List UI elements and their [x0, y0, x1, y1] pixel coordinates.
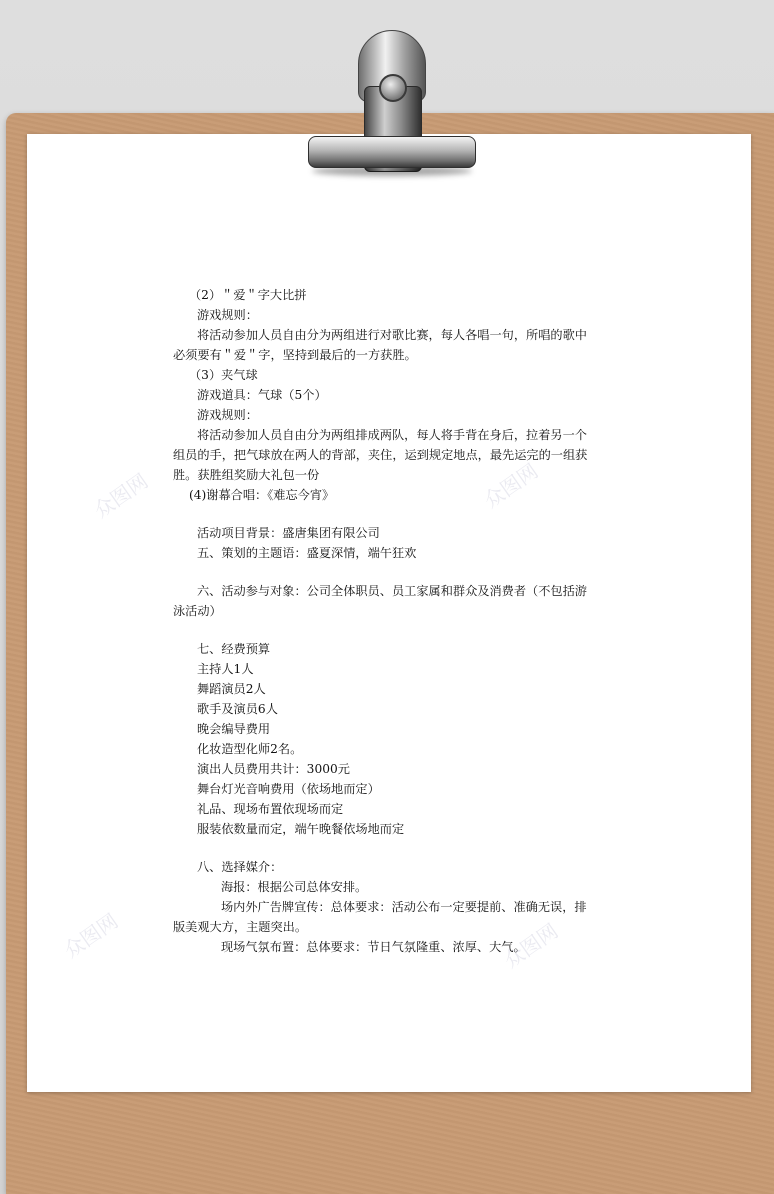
section-heading: (4)谢幕合唱：《难忘今宵》: [189, 488, 335, 502]
section-heading: （2）＂爱＂字大比拼: [189, 288, 307, 302]
watermark: 众图网: [499, 918, 563, 973]
budget-item: 服装依数量而定，端午晚餐依场地而定: [197, 822, 405, 836]
clip-rivet: [379, 74, 407, 102]
spacer: [173, 839, 603, 857]
paragraph-line: 将活动参加人员自由分为两组排成两队，每人将手背在身后，拉着另一个: [197, 428, 587, 442]
budget-item: 舞台灯光音响费用（依场地而定）: [197, 782, 380, 796]
budget-item: 演出人员费用共计：3000元: [197, 762, 350, 776]
spacer: [173, 563, 603, 581]
budget-item: 主持人1人: [197, 662, 254, 676]
budget-item: 舞蹈演员2人: [197, 682, 266, 696]
paragraph-line: 将活动参加人员自由分为两组进行对歌比赛，每人各唱一句，所唱的歌中: [197, 328, 587, 342]
paragraph-line: 现场气氛布置：总体要求：节日气氛隆重、浓厚、大气。: [221, 940, 526, 954]
budget-item: 歌手及演员6人: [197, 702, 278, 716]
paragraph-line: 必须要有＂爱＂字，坚持到最后的一方获胜。: [173, 348, 417, 362]
paragraph-line: 游戏道具：气球（5个）: [197, 388, 327, 402]
binder-clip-icon: [300, 24, 480, 184]
section-heading: （3）夹气球: [189, 368, 258, 382]
spacer: [173, 505, 603, 523]
clip-bar: [308, 136, 476, 168]
budget-item: 晚会编导费用: [197, 722, 271, 736]
spacer: [173, 621, 603, 639]
budget-item: 礼品、现场布置依现场而定: [197, 802, 344, 816]
paragraph-line: 游戏规则：: [197, 408, 258, 422]
section-heading: 八、选择媒介：: [197, 860, 283, 874]
section-heading: 五、策划的主题语：盛夏深情，端午狂欢: [197, 546, 417, 560]
paragraph-line: 版美观大方，主题突出。: [173, 920, 308, 934]
watermark: 众图网: [59, 908, 123, 963]
paragraph-line: 游戏规则：: [197, 308, 258, 322]
paragraph-line: 组员的手，把气球放在两人的背部，夹住，运到规定地点，最先运完的一组获: [173, 448, 588, 462]
section-heading: 六、活动参与对象：公司全体职员、员工家属和群众及消费者（不包括游: [197, 584, 587, 598]
paragraph-line: 泳活动）: [173, 604, 222, 618]
paragraph-line: 活动项目背景：盛唐集团有限公司: [197, 526, 380, 540]
budget-item: 化妆造型化师2名。: [197, 742, 303, 756]
paragraph-line: 海报：根据公司总体安排。: [221, 880, 368, 894]
paragraph-line: 场内外广告牌宣传：总体要求：活动公布一定要提前、准确无误，排: [221, 900, 587, 914]
document-body: [173, 285, 603, 957]
paragraph-line: 胜。获胜组奖励大礼包一份: [173, 468, 320, 482]
watermark: 众图网: [89, 468, 153, 523]
watermark: 众图网: [479, 458, 543, 513]
section-heading: 七、经费预算: [197, 642, 271, 656]
